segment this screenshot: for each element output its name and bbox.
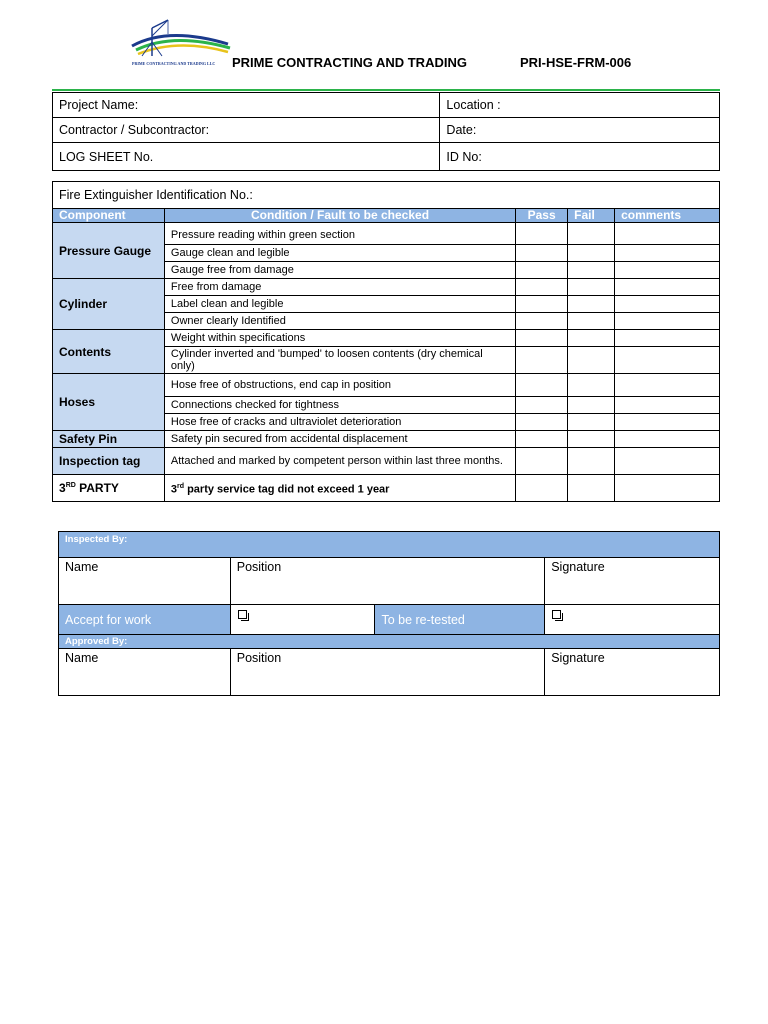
check-item: Cylinder inverted and 'bumped' to loosen contents (dry chemical only): [164, 347, 515, 374]
form-number: PRI-HSE-FRM-006: [520, 55, 632, 70]
check-item: Hose free of obstructions, end cap in position: [164, 374, 515, 397]
header-fail: Fail: [568, 209, 615, 223]
pass-cell[interactable]: [516, 296, 568, 313]
retest-checkbox-cell[interactable]: [545, 605, 720, 635]
company-logo: [128, 16, 232, 68]
comments-cell[interactable]: [615, 245, 720, 262]
pass-cell[interactable]: [516, 223, 568, 245]
component-cylinder: Cylinder: [53, 279, 165, 330]
location-field[interactable]: Location :: [440, 93, 720, 118]
pass-cell[interactable]: [516, 262, 568, 279]
comments-cell[interactable]: [615, 223, 720, 245]
fail-cell[interactable]: [568, 262, 615, 279]
fail-cell[interactable]: [568, 431, 615, 448]
third-party-rest: PARTY: [75, 481, 119, 495]
fail-cell[interactable]: [568, 448, 615, 475]
retest-checkbox-icon[interactable]: [552, 610, 561, 619]
component-pressure-gauge: Pressure Gauge: [53, 223, 165, 279]
check-item: Connections checked for tightness: [164, 397, 515, 414]
project-name-field[interactable]: Project Name:: [53, 93, 440, 118]
item-num: 3: [170, 483, 178, 496]
pass-cell[interactable]: [516, 475, 568, 502]
pass-cell[interactable]: [516, 279, 568, 296]
comments-cell[interactable]: [615, 262, 720, 279]
item-sup: rd: [177, 482, 185, 490]
log-sheet-field[interactable]: LOG SHEET No.: [53, 143, 440, 171]
comments-cell[interactable]: [615, 330, 720, 347]
check-item: Hose free of cracks and ultraviolet deterioration: [164, 414, 515, 431]
logo-text: PRIME CONTRACTING AND TRADING LLC: [132, 61, 216, 66]
inspection-signoff-table: [58, 531, 720, 696]
comments-cell[interactable]: [615, 313, 720, 330]
date-field[interactable]: Date:: [440, 118, 720, 143]
fail-cell[interactable]: [568, 296, 615, 313]
component-contents: Contents: [53, 330, 165, 374]
check-item: Safety pin secured from accidental displacement: [164, 431, 515, 448]
fail-cell[interactable]: [568, 313, 615, 330]
inspected-by-label: Inspected By:: [59, 532, 720, 558]
fail-cell[interactable]: [568, 374, 615, 397]
third-party-num: 3: [59, 481, 66, 495]
comments-cell[interactable]: [615, 279, 720, 296]
third-party-sup: RD: [65, 482, 76, 489]
comments-cell[interactable]: [615, 475, 720, 502]
check-item: Attached and marked by competent person within last three months.: [164, 448, 515, 475]
accept-checkbox-icon[interactable]: [238, 610, 247, 619]
comments-cell[interactable]: [615, 374, 720, 397]
accept-checkbox-cell[interactable]: [230, 605, 375, 635]
pass-cell[interactable]: [516, 330, 568, 347]
pass-cell[interactable]: [516, 431, 568, 448]
pass-cell[interactable]: [516, 347, 568, 374]
contractor-field[interactable]: Contractor / Subcontractor:: [53, 118, 440, 143]
fail-cell[interactable]: [568, 475, 615, 502]
fail-cell[interactable]: [568, 414, 615, 431]
header-pass: Pass: [516, 209, 568, 223]
inspector-position-field[interactable]: Position: [230, 558, 544, 605]
inspector-name-field[interactable]: Name: [59, 558, 231, 605]
check-item: Weight within specifications: [164, 330, 515, 347]
component-safety-pin: Safety Pin: [53, 431, 165, 448]
comments-cell[interactable]: [615, 296, 720, 313]
approver-signature-field[interactable]: Signature: [545, 649, 720, 696]
retest-label: To be re-tested: [375, 605, 545, 635]
extinguisher-id-field[interactable]: Fire Extinguisher Identification No.:: [53, 182, 720, 209]
accept-for-work-label: Accept for work: [59, 605, 231, 635]
header-comments: comments: [615, 209, 720, 223]
item-rest: party service tag did not exceed 1 year: [184, 483, 390, 496]
crane-logo-icon: [128, 16, 232, 62]
pass-cell[interactable]: [516, 448, 568, 475]
pass-cell[interactable]: [516, 245, 568, 262]
fail-cell[interactable]: [568, 330, 615, 347]
comments-cell[interactable]: [615, 431, 720, 448]
component-inspection-tag: Inspection tag: [53, 448, 165, 475]
comments-cell[interactable]: [615, 347, 720, 374]
check-item: Gauge clean and legible: [164, 245, 515, 262]
check-item: Gauge free from damage: [164, 262, 515, 279]
check-item: Free from damage: [164, 279, 515, 296]
pass-cell[interactable]: [516, 374, 568, 397]
approved-by-label: Approved By:: [59, 635, 720, 649]
company-name: PRIME CONTRACTING AND TRADING: [232, 55, 467, 70]
id-no-field[interactable]: ID No:: [440, 143, 720, 171]
header-condition: Condition / Fault to be checked: [164, 209, 515, 223]
component-third-party: [53, 475, 165, 502]
fail-cell[interactable]: [568, 347, 615, 374]
pass-cell[interactable]: [516, 397, 568, 414]
fail-cell[interactable]: [568, 279, 615, 296]
project-info-table: [52, 92, 720, 171]
check-item-third-party: [164, 475, 515, 502]
inspection-checklist-table: [52, 181, 720, 502]
component-hoses: Hoses: [53, 374, 165, 431]
check-item: Label clean and legible: [164, 296, 515, 313]
fail-cell[interactable]: [568, 397, 615, 414]
fail-cell[interactable]: [568, 223, 615, 245]
check-item: Owner clearly Identified: [164, 313, 515, 330]
comments-cell[interactable]: [615, 414, 720, 431]
fail-cell[interactable]: [568, 245, 615, 262]
comments-cell[interactable]: [615, 448, 720, 475]
inspector-signature-field[interactable]: Signature: [545, 558, 720, 605]
comments-cell[interactable]: [615, 397, 720, 414]
pass-cell[interactable]: [516, 313, 568, 330]
header-component: Component: [53, 209, 165, 223]
header-divider: [52, 89, 720, 91]
pass-cell[interactable]: [516, 414, 568, 431]
check-item: Pressure reading within green section: [164, 223, 515, 245]
approver-position-field[interactable]: Position: [230, 649, 544, 696]
approver-name-field[interactable]: Name: [59, 649, 231, 696]
